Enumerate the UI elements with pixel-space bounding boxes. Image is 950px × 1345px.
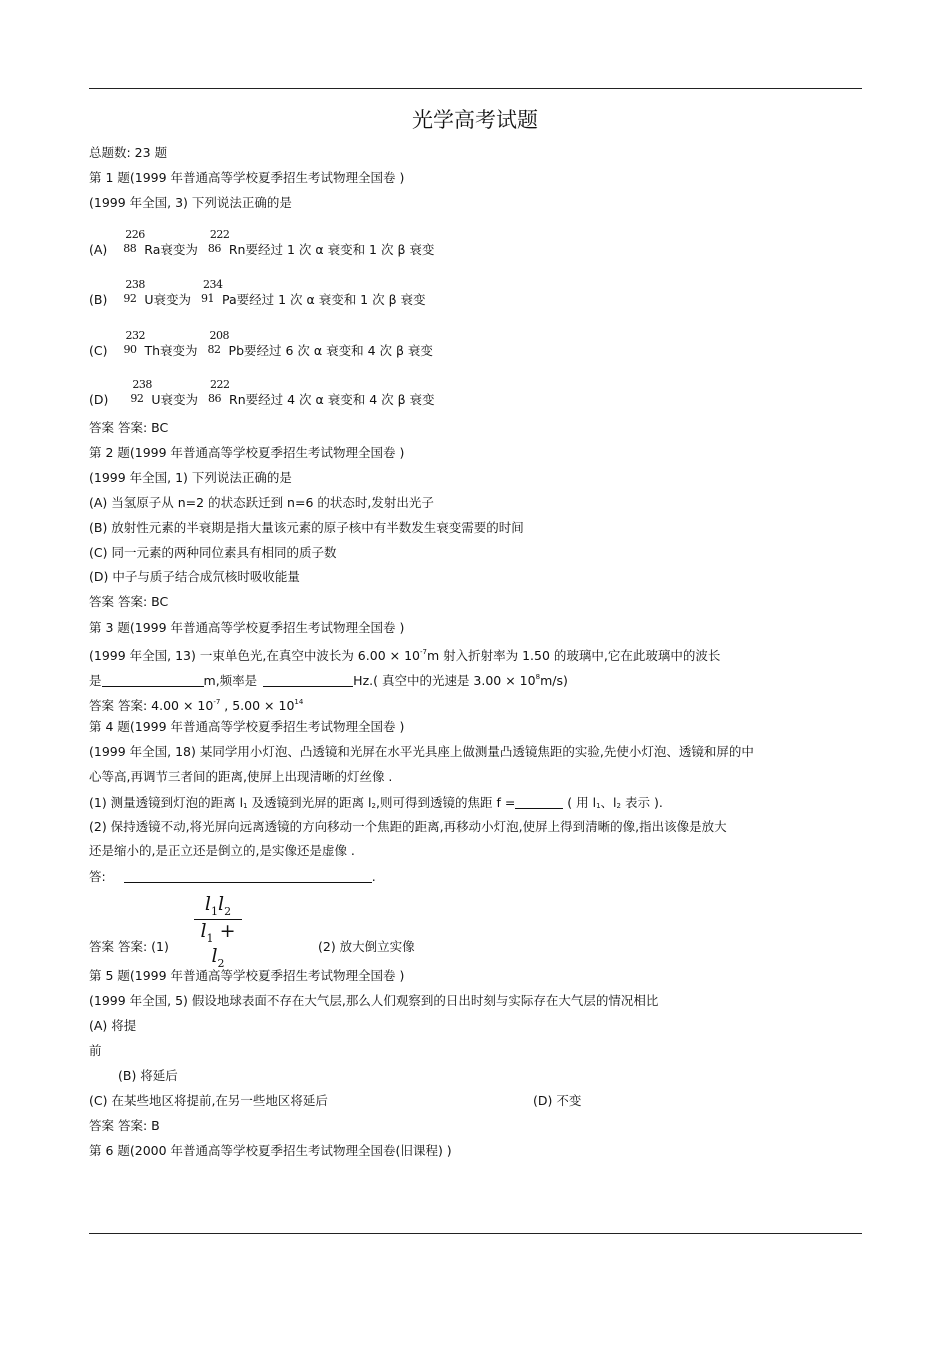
- q4-part-2-line-2: 还是缩小的,是正立还是倒立的,是实像还是虚像 .: [89, 843, 355, 858]
- nuclide-notation: 238 92: [123, 278, 145, 305]
- q4-part-1: (1) 测量透镜到灯泡的距离 $l_1$ 及透镜到光屏的距离 $l_2$,则可得到透镜的焦距 f = ( 用 $l_1$、$l_2$ 表示 ).: [89, 795, 663, 810]
- q4-answer: 答案 答案: (1): [89, 939, 169, 954]
- q1-option-c: (C) 232 90 Th衰变为 208 82 Pb要经过 6 次 α 衰变和 4 次 β 衰变: [89, 329, 433, 358]
- nuclide-notation: 208 82: [207, 329, 230, 356]
- q4-line-2: 心等高,再调节三者间的距离,使屏上出现清晰的灯丝像 .: [89, 769, 393, 784]
- fill-blank: [102, 674, 204, 687]
- q5-header: 第 5 题(1999 年普通高等学校夏季招生考试物理全国卷 ): [89, 968, 405, 983]
- q5-intro: (1999 年全国, 5) 假设地球表面不存在大气层,那么人们观察到的日出时刻与实际存在大气层的情况相比: [89, 993, 659, 1008]
- bottom-rule: [89, 1233, 862, 1234]
- q5-option-a-cont: 前: [89, 1043, 102, 1058]
- nuclide-notation: 222 86: [208, 378, 230, 405]
- q4-answer-part-2: (2) 放大倒立实像: [318, 939, 415, 954]
- nuclide-notation: 232 90: [123, 329, 145, 356]
- q6-header: 第 6 题(2000 年普通高等学校夏季招生考试物理全国卷(旧课程) ): [89, 1143, 452, 1158]
- fill-blank: [515, 796, 563, 809]
- q5-option-c: (C) 在某些地区将提前,在另一些地区将延后: [89, 1093, 328, 1108]
- q2-option-b: (B) 放射性元素的半衰期是指大量该元素的原子核中有半数发生衰变需要的时间: [89, 520, 524, 535]
- total-count: 总题数: 23 题: [89, 145, 168, 160]
- q5-option-b: (B) 将延后: [118, 1068, 178, 1083]
- q3-header: 第 3 题(1999 年普通高等学校夏季招生考试物理全国卷 ): [89, 620, 405, 635]
- q5-option-d: (D) 不变: [533, 1093, 582, 1108]
- q4-part-2-line-1: (2) 保持透镜不动,将光屏向远离透镜的方向移动一个焦距的距离,再移动小灯泡,使屏上得到清晰的像,指出该像是放大: [89, 819, 727, 834]
- nuclide-notation: 222 86: [207, 228, 230, 255]
- page-title: 光学高考试题: [412, 108, 538, 132]
- fill-blank: [124, 870, 372, 883]
- q2-answer: 答案 答案: BC: [89, 594, 169, 609]
- fill-blank: [263, 674, 353, 687]
- q4-answer-line: 答: .: [89, 869, 376, 884]
- nuclide-notation: 238 92: [130, 378, 152, 405]
- q3-answer: 答案 答案: $4.00 \times 10^{-7}$ , $5.00 \times 10^{14}$: [89, 698, 304, 713]
- q2-option-c: (C) 同一元素的两种同位素具有相同的质子数: [89, 545, 337, 560]
- q2-option-d: (D) 中子与质子结合成氘核时吸收能量: [89, 569, 300, 584]
- q4-line-1: (1999 年全国, 18) 某同学用小灯泡、凸透镜和光屏在水平光具座上做测量凸透镜焦距的实验,先使小灯泡、透镜和屏的中: [89, 744, 754, 759]
- nuclide-notation: 226 88: [123, 228, 145, 255]
- q3-line-2: 是 m,频率是 Hz.( 真空中的光速是 $3.00 \times 10^8m/s$): [89, 673, 568, 688]
- nuclide-notation: 234 91: [200, 278, 223, 305]
- q1-answer: 答案 答案: BC: [89, 420, 169, 435]
- q1-option-a: (A) 226 88 Ra衰变为 222 86 Rn要经过 1 次 α 衰变和 1 次 β 衰变: [89, 228, 435, 257]
- q1-option-d: (D) 238 92 U衰变为 222 86 Rn要经过 4 次 α 衰变和 4 次 β 衰变: [89, 378, 435, 407]
- q2-option-a: (A) 当氢原子从 n=2 的状态跃迁到 n=6 的状态时,发射出光子: [89, 495, 434, 510]
- q5-option-a: (A) 将提: [89, 1018, 137, 1033]
- top-rule: [89, 88, 862, 89]
- q1-header: 第 1 题(1999 年普通高等学校夏季招生考试物理全国卷 ): [89, 170, 405, 185]
- q4-header: 第 4 题(1999 年普通高等学校夏季招生考试物理全国卷 ): [89, 719, 405, 734]
- q2-header: 第 2 题(1999 年普通高等学校夏季招生考试物理全国卷 ): [89, 445, 405, 460]
- focal-length-formula: $\frac{l_1l_2}{l_1 + l_2}$: [194, 893, 242, 969]
- q1-intro: (1999 年全国, 3) 下列说法正确的是: [89, 195, 292, 210]
- q5-answer: 答案 答案: B: [89, 1118, 160, 1133]
- q3-line-1: (1999 年全国, 13) 一束单色光,在真空中波长为 $6.00 \times 10^{-7}m$ 射入折射率为 1.50 的玻璃中,它在此玻璃中的波长: [89, 648, 721, 663]
- q2-intro: (1999 年全国, 1) 下列说法正确的是: [89, 470, 292, 485]
- q1-option-b: (B) 238 92 U衰变为 234 91 Pa要经过 1 次 α 衰变和 1 次 β 衰变: [89, 278, 426, 307]
